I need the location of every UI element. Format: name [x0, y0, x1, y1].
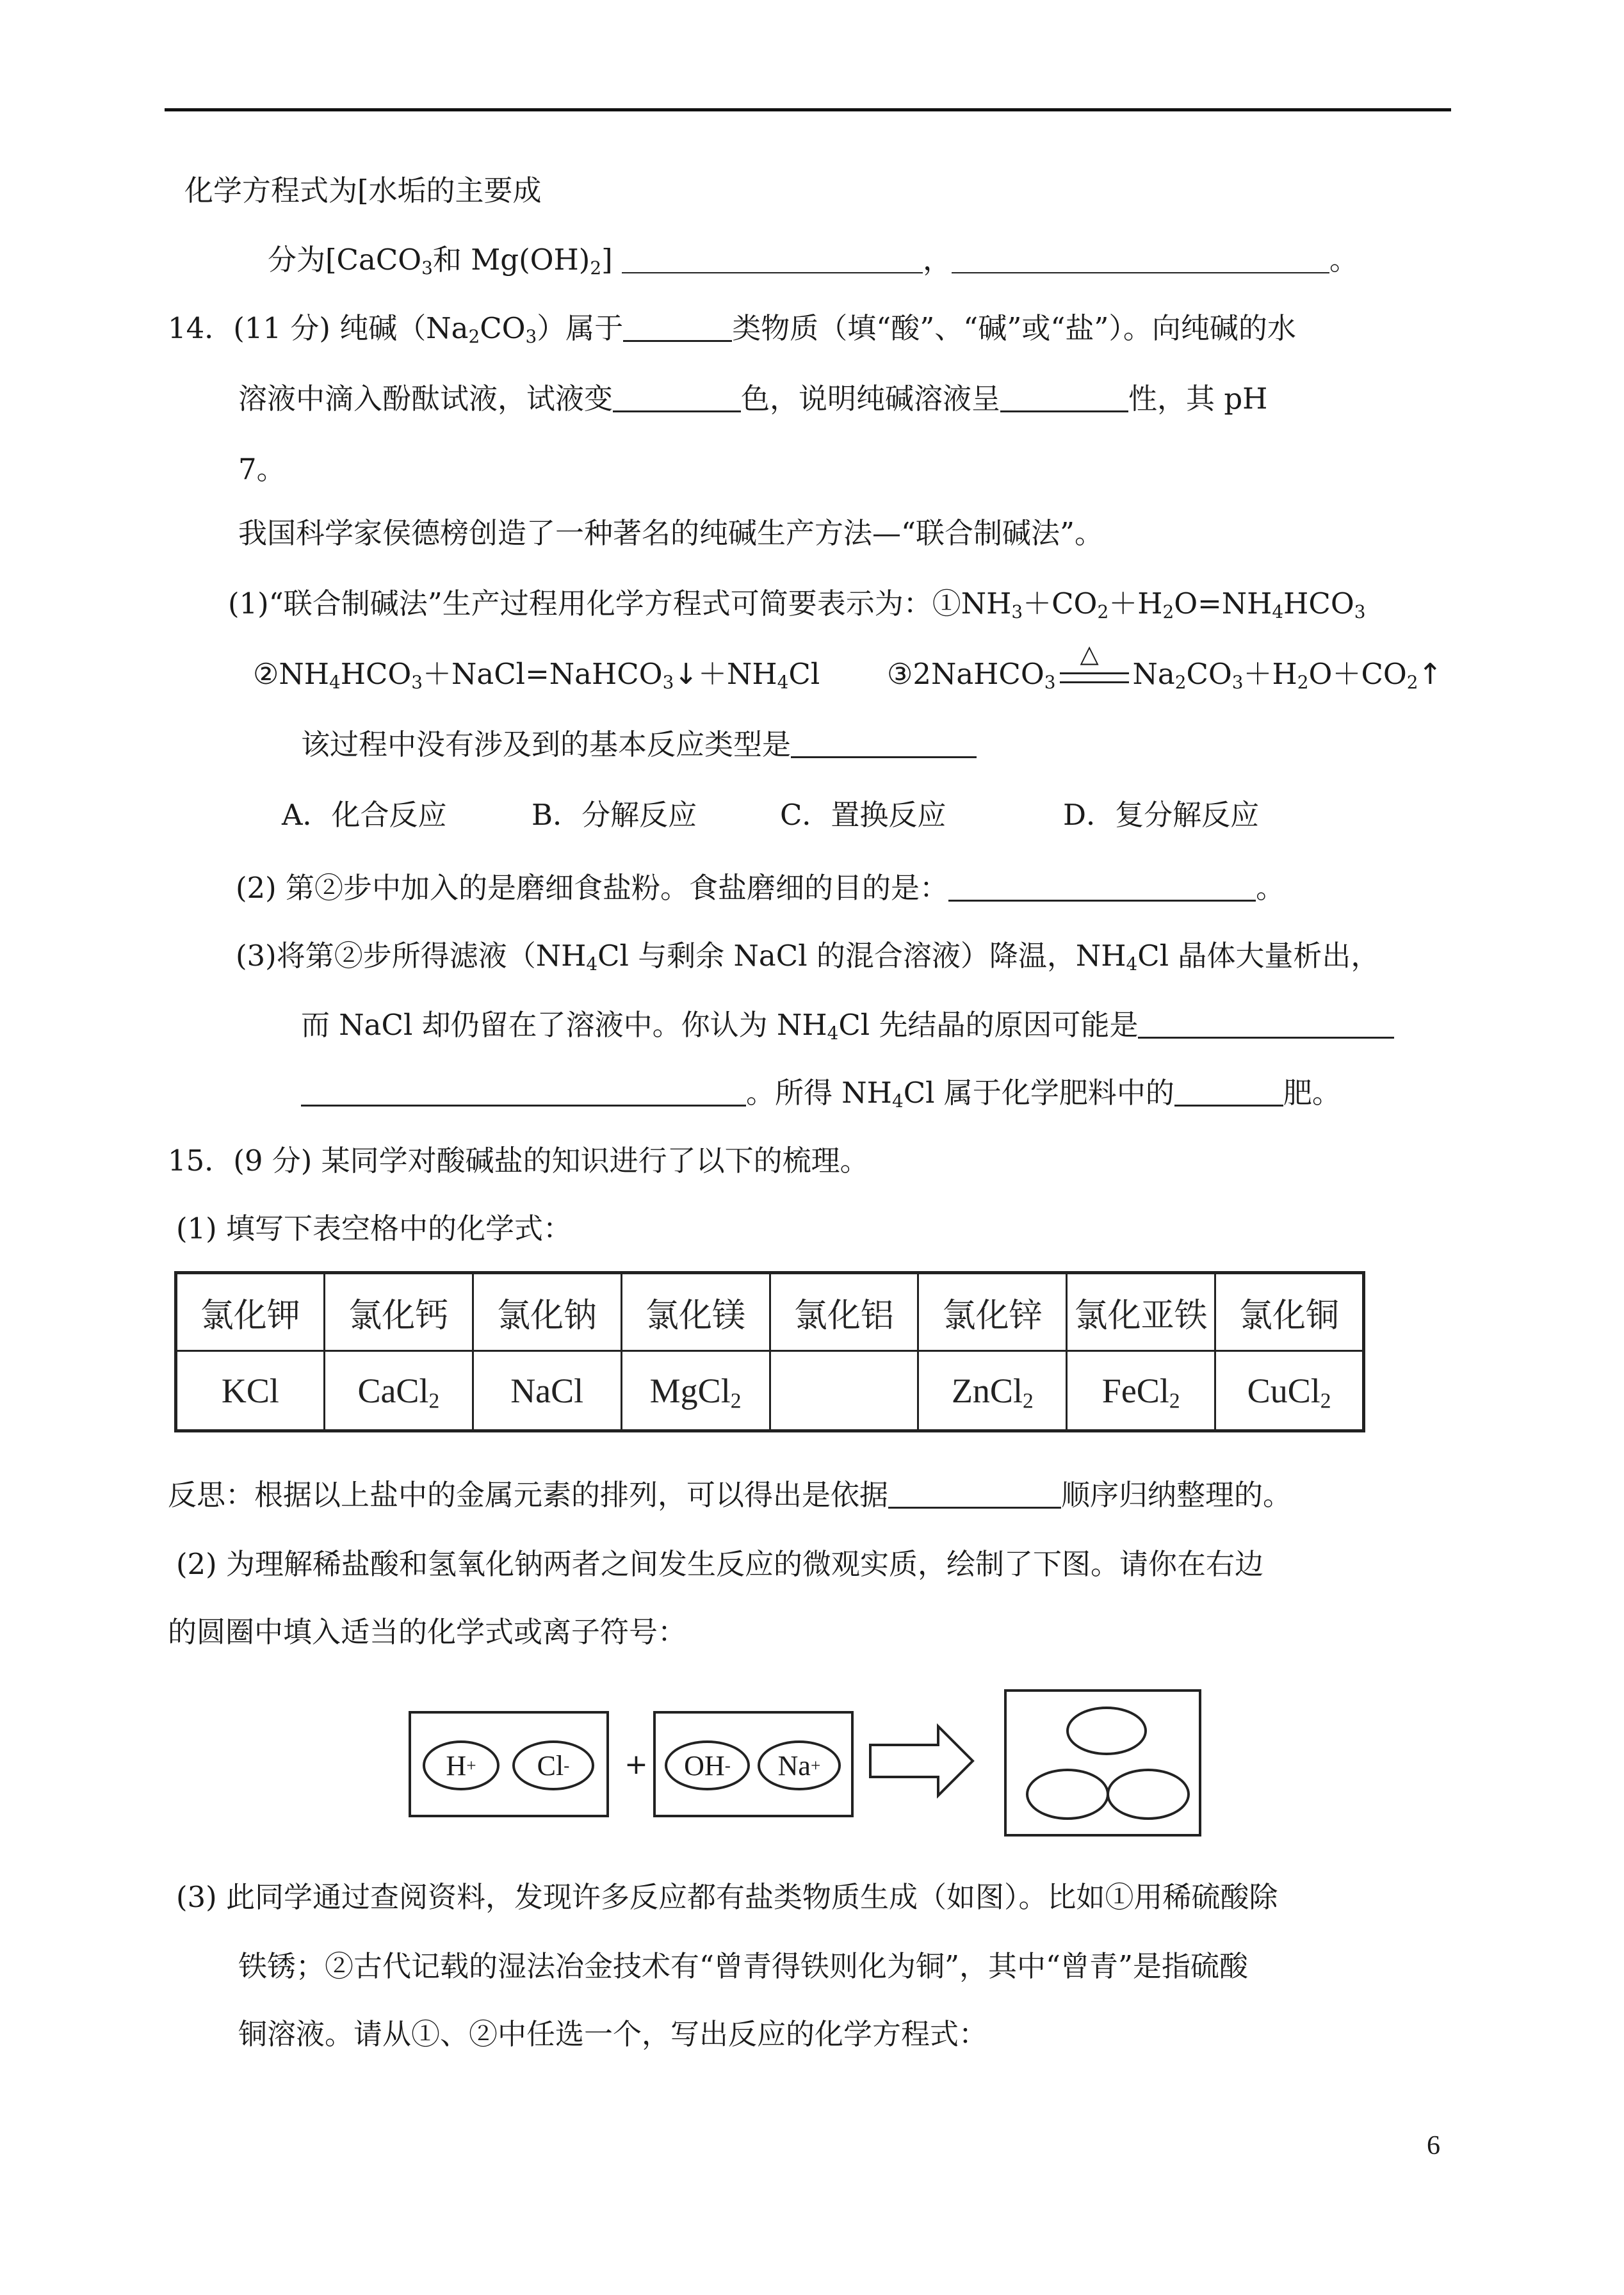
- table-row: [176, 1351, 1364, 1431]
- q13-line2: 分为[CaCO$_3$和 $Mg(OH)_2$] ， 。: [268, 243, 1358, 279]
- table-header-cell: 氯化亚铁: [1067, 1273, 1215, 1351]
- formula-cell: FeCl$_2$: [1067, 1351, 1215, 1431]
- formula-cell: NaCl: [473, 1351, 621, 1431]
- table-header-cell: 氯化钙: [324, 1273, 473, 1351]
- q15-line1: 15．(9 分) 某同学对酸碱盐的知识进行了以下的梳理。: [168, 1144, 869, 1178]
- q13-line1: 化学方程式为[水垢的主要成: [184, 174, 542, 207]
- q14-option-a: A．化合反应: [282, 798, 447, 832]
- table-header-cell: 氯化锌: [918, 1273, 1067, 1351]
- q15-part3-line1: (3) 此同学通过查阅资料，发现许多反应都有盐类物质生成（如图）。比如①用稀硫酸除: [176, 1880, 1278, 1914]
- double-line-icon: [1060, 672, 1129, 683]
- header-rule: [165, 108, 1451, 111]
- answer-blank[interactable]: [791, 731, 977, 758]
- formula-cell: MgCl$_2$: [621, 1351, 770, 1431]
- q14-option-d: D．复分解反应: [1063, 798, 1260, 832]
- formula-cell: KCl: [176, 1351, 325, 1431]
- answer-blank[interactable]: [1174, 1079, 1283, 1107]
- na-ion-circle: Na +: [758, 1740, 841, 1790]
- q14-line2: 溶液中滴入酚酞试液，试液变 色，说明纯碱溶液呈 性，其 pH: [238, 382, 1268, 416]
- h-ion-circle: H +: [423, 1740, 499, 1790]
- q14-line9: (2) 第②步中加入的是磨细食盐粉。食盐磨细的目的是： 。: [236, 871, 1285, 905]
- answer-blank[interactable]: [952, 247, 1329, 273]
- cl-ion-circle: Cl -: [512, 1740, 594, 1790]
- table-header-cell: 氯化铝: [770, 1273, 918, 1351]
- answer-blank[interactable]: [623, 314, 732, 342]
- q14-option-b: B．分解反应: [532, 798, 697, 832]
- q14-line10: (3)将第②步所得滤液（$NH_4Cl$ 与剩余 NaCl 的混合溶液）降温，$NH_4Cl$ 晶体大量析出，: [236, 939, 1380, 975]
- chloride-table: [174, 1271, 1365, 1432]
- q15-reflection: 反思：根据以上盐中的金属元素的排列，可以得出是依据 顺序归纳整理的。: [168, 1478, 1292, 1512]
- q14-equation-3: ③2NaHCO$_3$ △ $Na_2CO_3+H_2O+CO_2↑$: [887, 640, 1443, 693]
- q14-line4: 我国科学家侯德榜创造了一种著名的纯碱生产方法—“联合制碱法”。: [238, 516, 1104, 550]
- reaction-arrow-icon: [868, 1723, 977, 1799]
- answer-blank[interactable]: [888, 1481, 1061, 1509]
- table-header-row: [176, 1273, 1364, 1351]
- answer-blank[interactable]: [1000, 385, 1128, 412]
- plus-sign: +: [624, 1748, 648, 1781]
- formula-cell: CuCl$_2$: [1215, 1351, 1364, 1431]
- oh-ion-circle: OH -: [665, 1740, 750, 1790]
- answer-blank[interactable]: [1138, 1011, 1394, 1039]
- formula-cell: ZnCl$_2$: [918, 1351, 1067, 1431]
- page-number: 6: [1427, 2131, 1440, 2161]
- q14-line3: 7。: [238, 452, 286, 486]
- table-header-cell: 氯化钾: [176, 1273, 325, 1351]
- answer-blank[interactable]: [301, 1079, 746, 1107]
- table-header-cell: 氯化钠: [473, 1273, 621, 1351]
- q15-part3-line3: 铜溶液。请从①、②中任选一个，写出反应的化学方程式：: [238, 2017, 988, 2051]
- table-header-cell: 氯化铜: [1215, 1273, 1364, 1351]
- q14-line5: (1)“联合制碱法”生产过程用化学方程式可简要表示为：$①NH_3+CO_2+H_2O=NH_4HCO_3$: [228, 587, 1366, 622]
- q15-part3-line2: 铁锈；②古代记载的湿法冶金技术有“曾青得铁则化为铜”，其中“曾青”是指硫酸: [238, 1949, 1249, 1983]
- q14-line12: 。所得 $NH_4Cl$ 属于化学肥料中的 肥。: [301, 1078, 1341, 1107]
- formula-cell: CaCl$_2$: [324, 1351, 473, 1431]
- q14-line11: 而 NaCl 却仍留在了溶液中。你认为 $NH_4Cl$ 先结晶的原因可能是: [301, 1010, 1394, 1039]
- formula-cell-blank[interactable]: [770, 1351, 918, 1431]
- table-header-cell: 氯化镁: [621, 1273, 770, 1351]
- q14-line1: 14．(11 分) 纯碱$(Na_2CO_3)$属于 类物质（填“酸”、“碱”或“盐”）。向纯碱的水: [168, 311, 1296, 347]
- answer-blank[interactable]: [948, 874, 1256, 902]
- q14-line7: 该过程中没有涉及到的基本反应类型是: [301, 730, 977, 759]
- q15-line2: (1) 填写下表空格中的化学式：: [176, 1212, 572, 1245]
- q14-equation-2: $②NH_4HCO_3+NaCl=NaHCO_3↓+NH_4Cl$: [253, 657, 820, 693]
- product-circle-left[interactable]: [1026, 1769, 1109, 1820]
- product-circle-right[interactable]: [1107, 1769, 1190, 1820]
- product-circle-top[interactable]: [1066, 1707, 1147, 1755]
- heat-symbol: △: [1080, 640, 1099, 668]
- q15-part2-line1: (2) 为理解稀盐酸和氢氧化钠两者之间发生反应的微观实质，绘制了下图。请你在右边: [176, 1547, 1264, 1581]
- answer-blank[interactable]: [622, 247, 923, 273]
- q14-option-c: C．置换反应: [780, 798, 946, 832]
- q15-part2-line2: 的圆圈中填入适当的化学式或离子符号：: [168, 1615, 687, 1649]
- answer-blank[interactable]: [613, 385, 741, 412]
